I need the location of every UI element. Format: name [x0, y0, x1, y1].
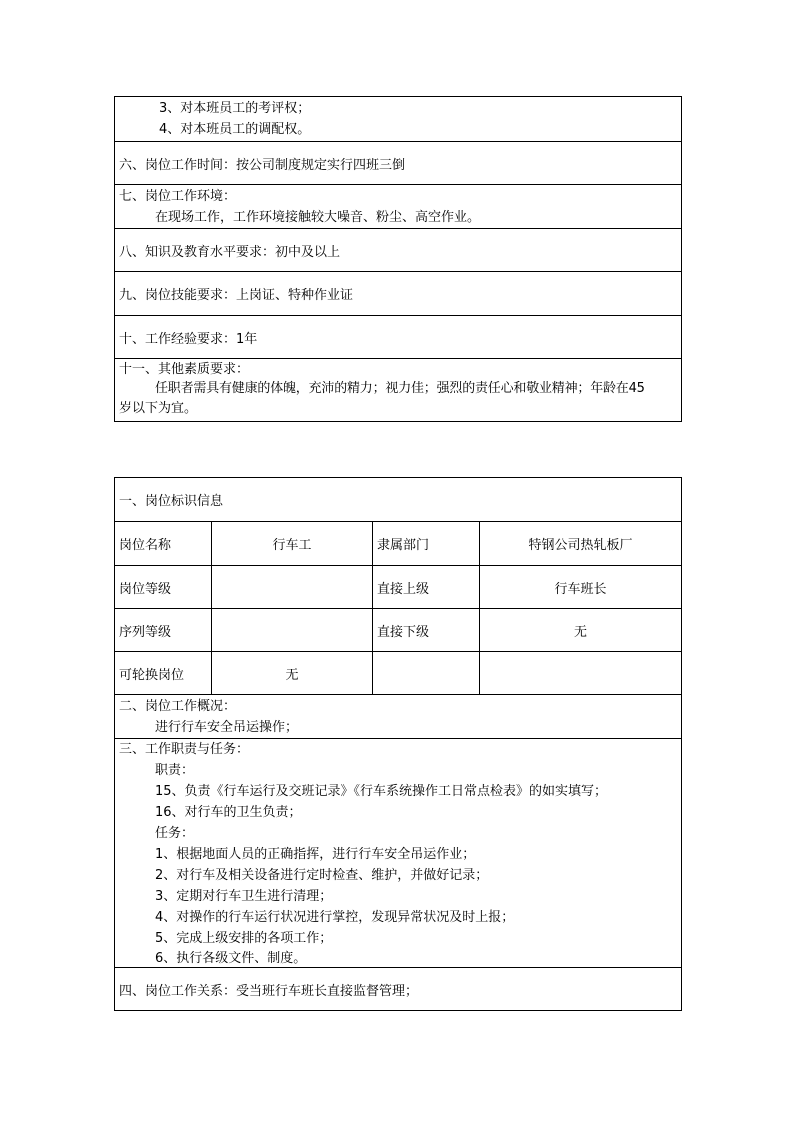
experience-text: 十、工作经验要求：1年	[119, 331, 258, 347]
environment-title: 七、岗位工作环境：	[119, 189, 237, 204]
task-item: 1、根据地面人员的正确指挥，进行行车安全吊运作业；	[155, 847, 476, 862]
task-item: 2、对行车及相关设备进行定时检查、维护，并做好记录；	[155, 868, 489, 883]
other-quality-row	[115, 359, 681, 421]
section-relationships-text: 四、岗位工作关系：受当班行车班长直接监督管理；	[119, 983, 419, 999]
authority-line: 4、对本班员工的调配权。	[159, 122, 311, 137]
label-department: 隶属部门	[373, 522, 480, 565]
section-relationships	[115, 968, 681, 1010]
label-rotatable-position: 可轮换岗位	[115, 651, 212, 694]
label-sequence-grade: 序列等级	[115, 608, 212, 651]
empty-cell	[373, 651, 480, 694]
section-identification-title: 一、岗位标识信息	[119, 494, 224, 509]
section-duties-title: 三、工作职责与任务：	[119, 742, 250, 757]
other-quality-line: 岁以下为宜。	[119, 401, 198, 416]
education-text: 八、知识及教育水平要求：初中及以上	[119, 244, 341, 260]
tasks-label: 任务：	[155, 826, 195, 841]
job-description-table	[114, 477, 682, 1011]
value-sequence-grade	[212, 608, 373, 651]
label-direct-superior: 直接上级	[373, 565, 480, 608]
empty-cell	[480, 651, 681, 694]
value-position-name: 行车工	[212, 522, 373, 565]
value-department: 特钢公司热轧板厂	[528, 538, 633, 553]
section-identification	[115, 478, 681, 522]
requirements-table	[114, 96, 682, 422]
duty-item: 16、对行车的卫生负责；	[155, 805, 302, 820]
section-duties-tasks	[115, 739, 681, 968]
section-overview-text: 进行行车安全吊运操作；	[155, 720, 299, 735]
education-row	[115, 229, 681, 272]
value-direct-superior: 行车班长	[480, 565, 681, 608]
work-time-text: 六、岗位工作时间：按公司制度规定实行四班三倒	[119, 157, 406, 173]
skills-text: 九、岗位技能要求：上岗证、特种作业证	[119, 288, 354, 303]
value-position-grade	[212, 565, 373, 608]
other-quality-line: 任职者需具有健康的体魄，充沛的精力；视力佳；强烈的责任心和敬业精神；年龄在45	[155, 381, 645, 396]
label-position-grade: 岗位等级	[115, 565, 212, 608]
experience-row	[115, 316, 681, 359]
other-quality-title: 十一、其他素质要求：	[119, 362, 250, 377]
task-item: 5、完成上级安排的各项工作；	[155, 931, 333, 946]
value-rotatable-position: 无	[212, 651, 373, 694]
environment-row	[115, 185, 681, 229]
duty-item: 15、负责《行车运行及交班记录》《行车系统操作工日常点检表》的如实填写；	[155, 784, 608, 799]
task-item: 6、执行各级文件、制度。	[155, 951, 307, 966]
work-time-row	[115, 142, 681, 185]
duties-label: 职责：	[155, 763, 195, 778]
authority-row	[115, 97, 681, 142]
skills-row	[115, 272, 681, 316]
section-overview-title: 二、岗位工作概况：	[119, 699, 237, 714]
section-overview	[115, 695, 681, 739]
label-direct-subordinate: 直接下级	[373, 608, 480, 651]
task-item: 3、定期对行车卫生进行清理；	[155, 889, 333, 904]
value-direct-subordinate: 无	[480, 608, 681, 651]
identification-grid	[115, 522, 681, 695]
label-position-name: 岗位名称	[115, 522, 212, 565]
task-item: 4、对操作的行车运行状况进行掌控，发现异常状况及时上报；	[155, 910, 515, 925]
authority-line: 3、对本班员工的考评权；	[159, 101, 311, 116]
environment-text: 在现场工作，工作环境接触较大噪音、粉尘、高空作业。	[155, 210, 481, 225]
